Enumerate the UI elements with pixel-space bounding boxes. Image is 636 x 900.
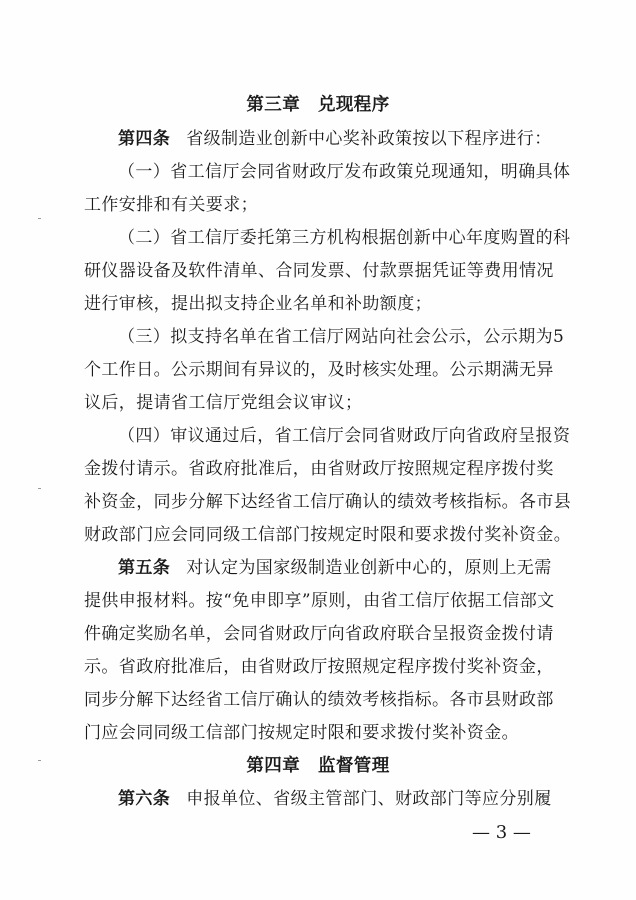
- item-2-line-3: 进行审核，提出拟支持企业名单和补助额度；: [84, 294, 432, 314]
- item-4-line-3: 补资金，同步分解下达经省工信厅确认的绩效考核指标。各市县: [84, 492, 572, 512]
- article-5-line-3: 件确定奖励名单，会同省财政厅向省政府联合呈报资金拨付请: [84, 624, 554, 644]
- article-4-line-1: 第四条 省级制造业创新中心奖补政策按以下程序进行：: [118, 129, 552, 149]
- item-2-line-2: 研仪器设备及软件清单、合同发票、付款票据凭证等费用情况: [84, 261, 554, 281]
- article-5-line-1: 第五条 对认定为国家级制造业创新中心的，原则上无需: [118, 558, 552, 578]
- article-5-line-2: 提供申报材料。按“免申即享”原则，由省工信厅依据工信部文: [84, 591, 555, 611]
- article-6-label: 第六条: [118, 789, 171, 809]
- item-4-line-2: 金拨付请示。省政府批准后，由省财政厅按照规定程序拨付奖: [84, 459, 554, 479]
- item-4-line-4: 财政部门应会同同级工信部门按规定时限和要求拨付奖补资金。: [84, 525, 572, 545]
- article-5-line-6: 门应会同同级工信部门按规定时限和要求拨付奖补资金。: [84, 723, 519, 743]
- item-1-line-1: （一）省工信厅会同省财政厅发布政策兑现通知，明确具体: [118, 162, 571, 182]
- chapter-3-title: 第三章 兑现程序: [246, 95, 390, 115]
- article-5-line-5: 同步分解下达经省工信厅确认的绩效考核指标。各市县财政部: [84, 690, 554, 710]
- page-number: — 3 —: [472, 822, 531, 843]
- item-3-line-1: （三）拟支持名单在省工信厅网站向社会公示，公示期为5: [118, 327, 565, 347]
- scan-mark: [38, 760, 41, 761]
- item-4-line-1: （四）审议通过后，省工信厅会同省财政厅向省政府呈报资: [118, 426, 571, 446]
- article-5-line-4: 示。省政府批准后，由省财政厅按照规定程序拨付奖补资金，: [84, 657, 554, 677]
- item-1-line-2: 工作安排和有关要求；: [84, 195, 258, 215]
- item-3-line-2: 个工作日。公示期间有异议的，及时核实处理。公示期满无异: [84, 360, 554, 380]
- scan-mark: [38, 488, 41, 489]
- chapter-4-title: 第四章 监督管理: [246, 756, 390, 776]
- article-4-label: 第四条: [118, 129, 171, 149]
- article-5-label: 第五条: [118, 558, 171, 578]
- scan-mark: [38, 218, 41, 219]
- item-3-line-3: 议后，提请省工信厅党组会议审议；: [84, 393, 363, 413]
- article-6-line-1: 第六条 申报单位、省级主管部门、财政部门等应分别履: [118, 789, 552, 809]
- item-2-line-1: （二）省工信厅委托第三方机构根据创新中心年度购置的科: [118, 228, 571, 248]
